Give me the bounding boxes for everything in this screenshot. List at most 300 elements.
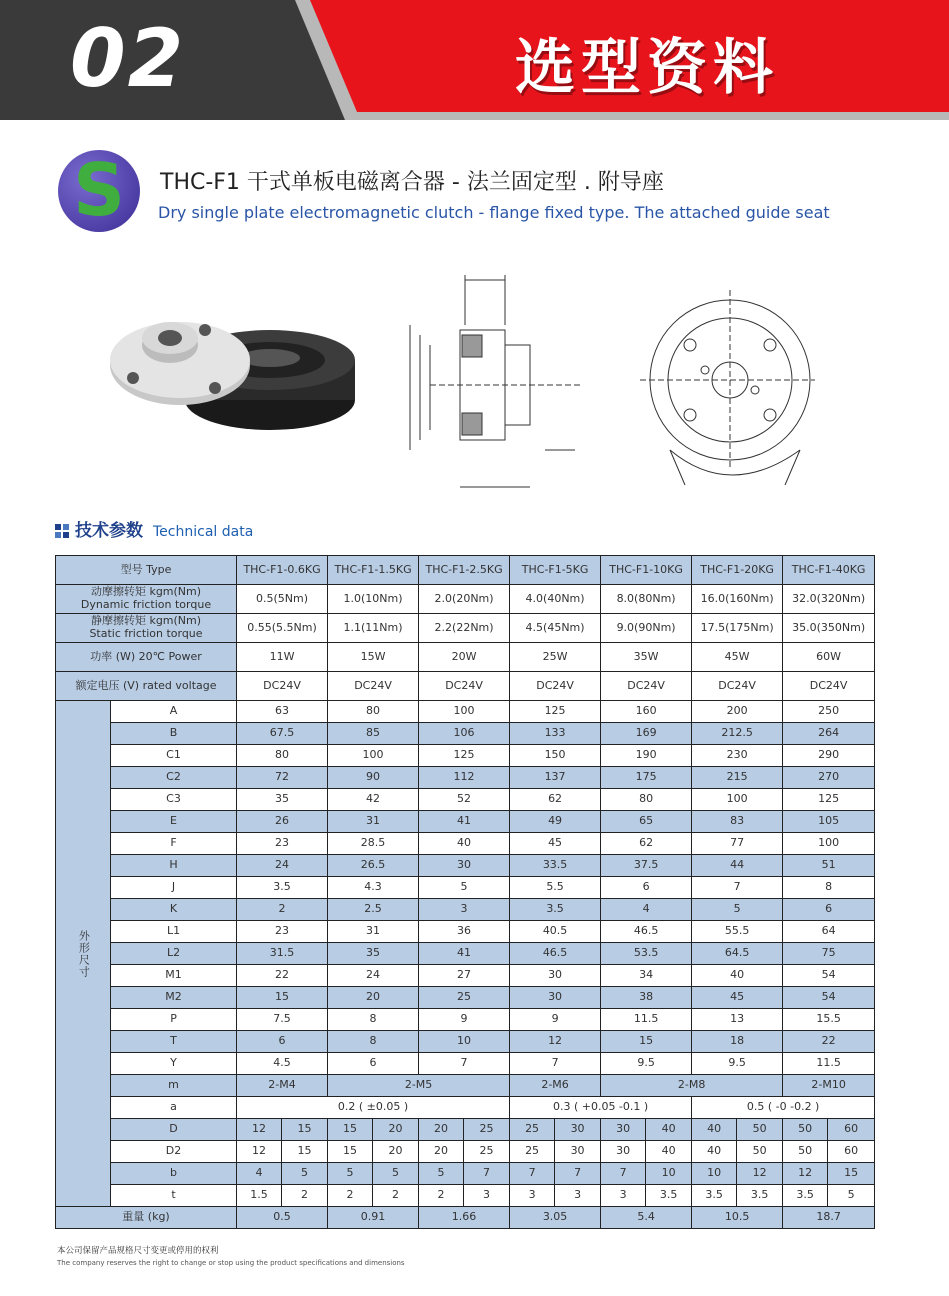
dimension-name: M2 (111, 987, 237, 1009)
value-cell: 15W (328, 643, 419, 672)
dimension-name: M1 (111, 965, 237, 987)
value-cell: 7.5 (237, 1009, 328, 1031)
value-cell: 3 (555, 1185, 601, 1207)
value-cell: 1.1(11Nm) (328, 614, 419, 643)
value-cell: 5.4 (601, 1207, 692, 1229)
value-cell: DC24V (783, 672, 875, 701)
section-title-en: Technical data (153, 524, 254, 540)
value-cell: 20W (419, 643, 510, 672)
value-cell: 62 (601, 833, 692, 855)
value-cell: 100 (328, 745, 419, 767)
value-cell: 1.0(10Nm) (328, 585, 419, 614)
value-cell: 60 (828, 1119, 875, 1141)
value-cell: 3 (419, 899, 510, 921)
value-cell: 15 (237, 987, 328, 1009)
value-cell: 270 (783, 767, 875, 789)
dimension-name: m (111, 1075, 237, 1097)
value-cell: 7 (601, 1163, 646, 1185)
value-cell: 3.5 (237, 877, 328, 899)
weight-row (56, 1207, 875, 1229)
value-cell: 125 (419, 745, 510, 767)
value-cell: 12 (783, 1163, 828, 1185)
value-cell: 64.5 (692, 943, 783, 965)
dimension-name: K (111, 899, 237, 921)
value-cell: 6 (237, 1031, 328, 1053)
value-cell: 137 (510, 767, 601, 789)
label-cn: 动摩擦转矩 kgm(Nm) (90, 585, 202, 599)
value-cell: 4.5 (237, 1053, 328, 1075)
value-cell: 18.7 (783, 1207, 875, 1229)
value-cell: 7 (419, 1053, 510, 1075)
value-cell: 3 (510, 1185, 555, 1207)
value-cell: 2.2(22Nm) (419, 614, 510, 643)
value-cell: 3.5 (692, 1185, 737, 1207)
value-cell: 212.5 (692, 723, 783, 745)
value-cell: 33.5 (510, 855, 601, 877)
value-cell: 72 (237, 767, 328, 789)
value-cell: 40 (692, 1141, 737, 1163)
value-cell: 112 (419, 767, 510, 789)
dimension-row (56, 811, 875, 833)
value-cell: 1.66 (419, 1207, 510, 1229)
power-row (56, 643, 875, 672)
dimension-name: Y (111, 1053, 237, 1075)
value-cell: 0.5(5Nm) (237, 585, 328, 614)
value-cell: 54 (783, 987, 875, 1009)
row-label: 功率 (W) 20℃ Power (56, 643, 237, 672)
value-cell: DC24V (328, 672, 419, 701)
value-cell: 90 (328, 767, 419, 789)
value-cell: 106 (419, 723, 510, 745)
value-cell: 0.3 ( +0.05 -0.1 ) (510, 1097, 692, 1119)
value-cell: 50 (783, 1119, 828, 1141)
value-cell: 38 (601, 987, 692, 1009)
value-cell: 8 (783, 877, 875, 899)
value-cell: 20 (419, 1119, 464, 1141)
split-dimension-row (56, 1141, 875, 1163)
spec-table-body (56, 556, 875, 1229)
static-torque-row (56, 614, 875, 643)
value-cell: 25 (464, 1119, 510, 1141)
value-cell: 2 (373, 1185, 419, 1207)
value-cell: 169 (601, 723, 692, 745)
model-header: THC-F1-10KG (601, 556, 692, 585)
value-cell: 67.5 (237, 723, 328, 745)
value-cell: 7 (692, 877, 783, 899)
value-cell: 64 (783, 921, 875, 943)
dimension-name: F (111, 833, 237, 855)
value-cell: 2.5 (328, 899, 419, 921)
section-title-cn: 技术参数 (75, 521, 143, 541)
value-cell: 7 (555, 1163, 601, 1185)
value-cell: 51 (783, 855, 875, 877)
value-cell: 24 (328, 965, 419, 987)
value-cell: 5 (328, 1163, 373, 1185)
model-header: THC-F1-2.5KG (419, 556, 510, 585)
value-cell: 30 (419, 855, 510, 877)
value-cell: 80 (328, 701, 419, 723)
value-cell: 60W (783, 643, 875, 672)
value-cell: 46.5 (510, 943, 601, 965)
weight-label: 重量 (kg) (56, 1207, 237, 1229)
dimension-row (56, 723, 875, 745)
value-cell: 0.5 ( -0 -0.2 ) (692, 1097, 875, 1119)
value-cell: 7 (510, 1163, 555, 1185)
value-cell: 133 (510, 723, 601, 745)
dimension-row (56, 745, 875, 767)
split-dimension-row (56, 1119, 875, 1141)
dimension-name: b (111, 1163, 237, 1185)
value-cell: 9.0(90Nm) (601, 614, 692, 643)
model-header: THC-F1-0.6KG (237, 556, 328, 585)
value-cell: 35.0(350Nm) (783, 614, 875, 643)
value-cell: 40 (692, 965, 783, 987)
value-cell: 25 (464, 1141, 510, 1163)
dimension-row (56, 855, 875, 877)
value-cell: 27 (419, 965, 510, 987)
value-cell: 2-M6 (510, 1075, 601, 1097)
value-cell: 0.5 (237, 1207, 328, 1229)
value-cell: 0.55(5.5Nm) (237, 614, 328, 643)
value-cell: 40 (692, 1119, 737, 1141)
value-cell: 30 (510, 965, 601, 987)
value-cell: 5.5 (510, 877, 601, 899)
value-cell: 36 (419, 921, 510, 943)
value-cell: 35 (237, 789, 328, 811)
value-cell: 3 (601, 1185, 646, 1207)
header-banner (0, 0, 949, 120)
dynamic-torque-row (56, 585, 875, 614)
value-cell: 77 (692, 833, 783, 855)
dimension-row (56, 789, 875, 811)
value-cell: 40 (646, 1141, 692, 1163)
dimension-name: a (111, 1097, 237, 1119)
footer-note-en: The company reserves the right to change or stop using the product specifications and dimensions (57, 1259, 405, 1267)
value-cell: 6 (328, 1053, 419, 1075)
value-cell: 20 (373, 1141, 419, 1163)
value-cell: 30 (555, 1119, 601, 1141)
label-cn: 静摩擦转矩 kgm(Nm) (90, 614, 202, 628)
dimension-name: J (111, 877, 237, 899)
value-cell: 20 (419, 1141, 464, 1163)
value-cell: 11W (237, 643, 328, 672)
value-cell: 125 (783, 789, 875, 811)
value-cell: 52 (419, 789, 510, 811)
value-cell: 40 (646, 1119, 692, 1141)
value-cell: 230 (692, 745, 783, 767)
dimension-name: C2 (111, 767, 237, 789)
dimension-name: E (111, 811, 237, 833)
value-cell: 5 (373, 1163, 419, 1185)
value-cell: 10.5 (692, 1207, 783, 1229)
model-header: THC-F1-40KG (783, 556, 875, 585)
row-label: 额定电压 (V) rated voltage (56, 672, 237, 701)
value-cell: 9 (510, 1009, 601, 1031)
value-cell: 2 (282, 1185, 328, 1207)
value-cell: DC24V (601, 672, 692, 701)
dimension-row (56, 1031, 875, 1053)
value-cell: DC24V (692, 672, 783, 701)
value-cell: 25 (419, 987, 510, 1009)
value-cell: 200 (692, 701, 783, 723)
value-cell: 3.05 (510, 1207, 601, 1229)
value-cell: 0.2 ( ±0.05 ) (237, 1097, 510, 1119)
value-cell: 15.5 (783, 1009, 875, 1031)
value-cell: 16.0(160Nm) (692, 585, 783, 614)
value-cell: 175 (601, 767, 692, 789)
dimension-row (56, 987, 875, 1009)
value-cell: 6 (601, 877, 692, 899)
value-cell: 15 (282, 1141, 328, 1163)
value-cell: 46.5 (601, 921, 692, 943)
dimensions-group-label: 外形尺寸 (56, 701, 111, 1207)
value-cell: 3.5 (510, 899, 601, 921)
value-cell: 15 (601, 1031, 692, 1053)
value-cell: 9 (419, 1009, 510, 1031)
value-cell: 54 (783, 965, 875, 987)
value-cell: 2.0(20Nm) (419, 585, 510, 614)
value-cell: 31 (328, 921, 419, 943)
value-cell: 3 (464, 1185, 510, 1207)
dimension-name: C1 (111, 745, 237, 767)
value-cell: 30 (601, 1141, 646, 1163)
value-cell: 10 (646, 1163, 692, 1185)
dimension-row (56, 965, 875, 987)
value-cell: 34 (601, 965, 692, 987)
value-cell: 1.5 (237, 1185, 282, 1207)
spec-table (55, 555, 875, 1229)
value-cell: 5 (828, 1185, 875, 1207)
dimension-name: t (111, 1185, 237, 1207)
value-cell: 85 (328, 723, 419, 745)
value-cell: 31 (328, 811, 419, 833)
label-en: Dynamic friction torque (80, 598, 212, 611)
value-cell: 23 (237, 833, 328, 855)
value-cell: 0.91 (328, 1207, 419, 1229)
value-cell: 32.0(320Nm) (783, 585, 875, 614)
brand-logo (58, 150, 140, 232)
value-cell: 7 (464, 1163, 510, 1185)
type-header: 型号 Type (56, 556, 237, 585)
value-cell: 2 (419, 1185, 464, 1207)
model-header: THC-F1-5KG (510, 556, 601, 585)
value-cell: 80 (601, 789, 692, 811)
value-cell: 8 (328, 1031, 419, 1053)
value-cell: 3.5 (737, 1185, 783, 1207)
value-cell: 11.5 (601, 1009, 692, 1031)
value-cell: 160 (601, 701, 692, 723)
front-view-drawing (630, 290, 815, 490)
value-cell: 28.5 (328, 833, 419, 855)
dimension-row (56, 1009, 875, 1031)
dimension-name: L2 (111, 943, 237, 965)
value-cell: 100 (783, 833, 875, 855)
dimension-row (56, 701, 875, 723)
dimension-row (56, 833, 875, 855)
value-cell: 290 (783, 745, 875, 767)
value-cell: 5 (692, 899, 783, 921)
split-dimension-row (56, 1163, 875, 1185)
value-cell: 15 (282, 1119, 328, 1141)
value-cell: 30 (601, 1119, 646, 1141)
value-cell: DC24V (510, 672, 601, 701)
value-cell: 9.5 (692, 1053, 783, 1075)
product-photo (95, 290, 360, 440)
value-cell: 42 (328, 789, 419, 811)
model-header: THC-F1-1.5KG (328, 556, 419, 585)
value-cell: 40 (419, 833, 510, 855)
a-row (56, 1097, 875, 1119)
dimension-name: D (111, 1119, 237, 1141)
value-cell: 63 (237, 701, 328, 723)
value-cell: 23 (237, 921, 328, 943)
value-cell: 2-M10 (783, 1075, 875, 1097)
value-cell: 26.5 (328, 855, 419, 877)
value-cell: 62 (510, 789, 601, 811)
value-cell: 8.0(80Nm) (601, 585, 692, 614)
dimension-row (56, 877, 875, 899)
value-cell: 25 (510, 1119, 555, 1141)
value-cell: 2 (328, 1185, 373, 1207)
value-cell: 12 (237, 1141, 282, 1163)
value-cell: 37.5 (601, 855, 692, 877)
value-cell: 53.5 (601, 943, 692, 965)
value-cell: 30 (555, 1141, 601, 1163)
value-cell: 45 (510, 833, 601, 855)
value-cell: 80 (237, 745, 328, 767)
value-cell: 24 (237, 855, 328, 877)
value-cell: 10 (419, 1031, 510, 1053)
value-cell: 17.5(175Nm) (692, 614, 783, 643)
value-cell: 65 (601, 811, 692, 833)
value-cell: 250 (783, 701, 875, 723)
value-cell: 15 (328, 1141, 373, 1163)
dimension-row (56, 899, 875, 921)
dimension-name: D2 (111, 1141, 237, 1163)
section-number: 02 (70, 12, 186, 105)
dimension-name: P (111, 1009, 237, 1031)
value-cell: 100 (692, 789, 783, 811)
value-cell: DC24V (419, 672, 510, 701)
value-cell: 3.5 (783, 1185, 828, 1207)
dimension-row (56, 1053, 875, 1075)
value-cell: 12 (737, 1163, 783, 1185)
row-label (56, 585, 237, 614)
technical-data-heading (55, 516, 253, 541)
logo-letter: S (73, 148, 125, 232)
value-cell: 4 (601, 899, 692, 921)
model-header: THC-F1-20KG (692, 556, 783, 585)
m-row (56, 1075, 875, 1097)
value-cell: 83 (692, 811, 783, 833)
value-cell: 26 (237, 811, 328, 833)
page-title: 选型资料 (515, 33, 779, 103)
value-cell: 5 (419, 1163, 464, 1185)
value-cell: 13 (692, 1009, 783, 1031)
value-cell: 25W (510, 643, 601, 672)
split-dimension-row (56, 1185, 875, 1207)
row-label (56, 614, 237, 643)
dimension-row (56, 943, 875, 965)
section-drawing (390, 265, 590, 500)
value-cell: 2-M5 (328, 1075, 510, 1097)
value-cell: 15 (328, 1119, 373, 1141)
value-cell: 5 (282, 1163, 328, 1185)
value-cell: 215 (692, 767, 783, 789)
value-cell: 12 (237, 1119, 282, 1141)
dimension-name: C3 (111, 789, 237, 811)
voltage-row (56, 672, 875, 701)
value-cell: 20 (373, 1119, 419, 1141)
value-cell: 125 (510, 701, 601, 723)
value-cell: 4.3 (328, 877, 419, 899)
value-cell: 30 (510, 987, 601, 1009)
value-cell: 2-M8 (601, 1075, 783, 1097)
value-cell: 4.0(40Nm) (510, 585, 601, 614)
value-cell: 41 (419, 811, 510, 833)
value-cell: 31.5 (237, 943, 328, 965)
value-cell: 8 (328, 1009, 419, 1031)
value-cell: 2 (237, 899, 328, 921)
value-cell: 150 (510, 745, 601, 767)
value-cell: DC24V (237, 672, 328, 701)
value-cell: 22 (237, 965, 328, 987)
value-cell: 44 (692, 855, 783, 877)
dimension-row (56, 767, 875, 789)
value-cell: 35W (601, 643, 692, 672)
value-cell: 50 (783, 1141, 828, 1163)
value-cell: 25 (510, 1141, 555, 1163)
value-cell: 190 (601, 745, 692, 767)
value-cell: 55.5 (692, 921, 783, 943)
section-bullet-icon (55, 524, 69, 538)
value-cell: 18 (692, 1031, 783, 1053)
dimension-name: T (111, 1031, 237, 1053)
value-cell: 6 (783, 899, 875, 921)
value-cell: 50 (737, 1119, 783, 1141)
value-cell: 45W (692, 643, 783, 672)
value-cell: 100 (419, 701, 510, 723)
value-cell: 49 (510, 811, 601, 833)
value-cell: 4.5(45Nm) (510, 614, 601, 643)
value-cell: 40.5 (510, 921, 601, 943)
value-cell: 41 (419, 943, 510, 965)
label-en: Static friction torque (89, 627, 203, 640)
dimension-name: B (111, 723, 237, 745)
value-cell: 2-M4 (237, 1075, 328, 1097)
value-cell: 10 (692, 1163, 737, 1185)
footer-note-cn: 本公司保留产品规格尺寸变更或停用的权利 (57, 1246, 219, 1256)
value-cell: 264 (783, 723, 875, 745)
value-cell: 5 (419, 877, 510, 899)
value-cell: 12 (510, 1031, 601, 1053)
value-cell: 7 (510, 1053, 601, 1075)
value-cell: 4 (237, 1163, 282, 1185)
value-cell: 105 (783, 811, 875, 833)
value-cell: 3.5 (646, 1185, 692, 1207)
dimension-name: H (111, 855, 237, 877)
value-cell: 9.5 (601, 1053, 692, 1075)
value-cell: 45 (692, 987, 783, 1009)
value-cell: 60 (828, 1141, 875, 1163)
value-cell: 20 (328, 987, 419, 1009)
table-header-row (56, 556, 875, 585)
dimension-row (56, 921, 875, 943)
value-cell: 22 (783, 1031, 875, 1053)
dimension-name: A (111, 701, 237, 723)
product-title-cn: THC-F1 干式单板电磁离合器 - 法兰固定型 . 附导座 (160, 170, 664, 195)
dimension-name: L1 (111, 921, 237, 943)
